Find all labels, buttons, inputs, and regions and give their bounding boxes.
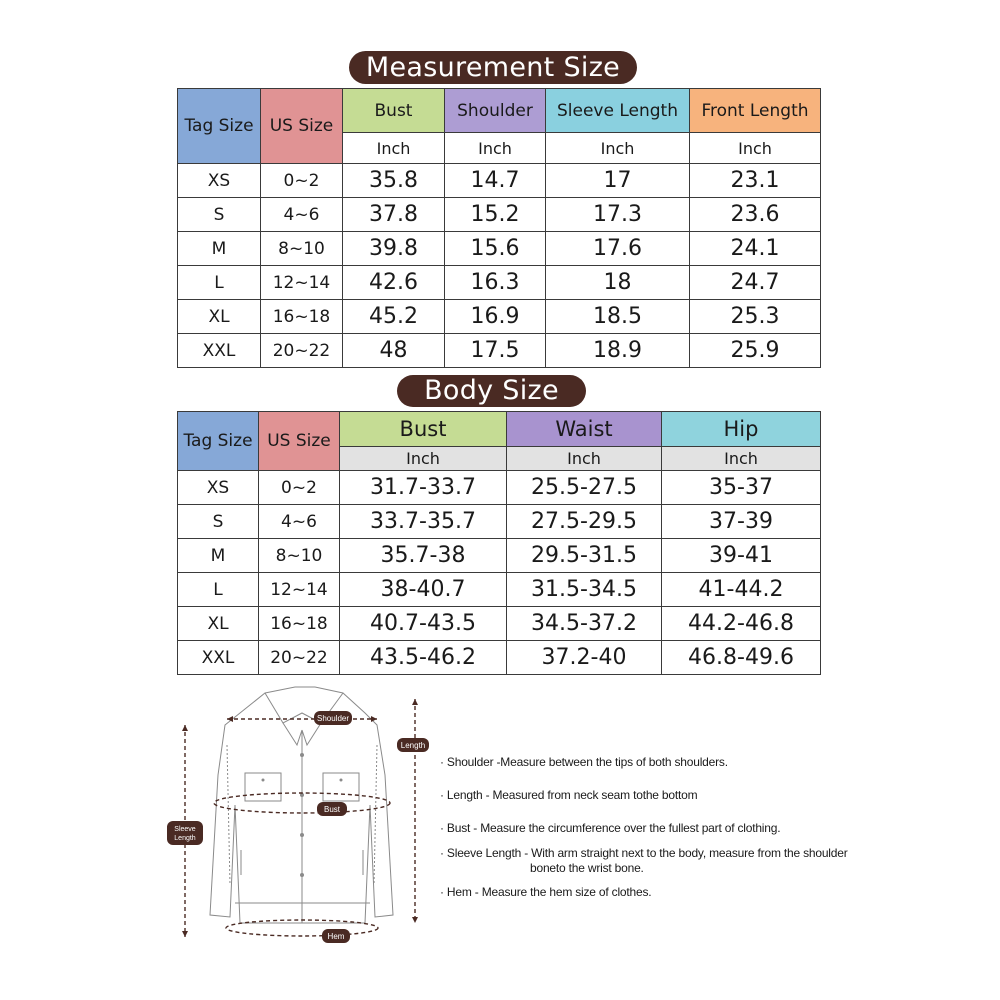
note-shoulder: · Shoulder -Measure between the tips of both shoulders. [440, 755, 728, 769]
cell-tag: XXL [178, 334, 261, 368]
cell-us: 4~6 [261, 198, 343, 232]
cell-bust: 42.6 [343, 266, 445, 300]
cell-hip: 44.2-46.8 [662, 607, 821, 641]
cell-tag: M [178, 232, 261, 266]
cell-tag: S [178, 505, 259, 539]
cell-bust: 39.8 [343, 232, 445, 266]
cell-us: 16~18 [259, 607, 340, 641]
cell-hip: 37-39 [662, 505, 821, 539]
cell-us: 16~18 [261, 300, 343, 334]
cell-front: 24.7 [690, 266, 821, 300]
cell-us: 20~22 [261, 334, 343, 368]
cell-us: 8~10 [261, 232, 343, 266]
bust-label: Bust [323, 805, 341, 814]
table-row [178, 539, 821, 573]
cell-shoulder: 15.2 [445, 198, 546, 232]
header-hip: Hip [662, 412, 821, 447]
cell-bust: 35.8 [343, 164, 445, 198]
table-row [178, 300, 821, 334]
cell-sleeve: 17.6 [546, 232, 690, 266]
cell-tag: S [178, 198, 261, 232]
cell-sleeve: 17 [546, 164, 690, 198]
cell-waist: 34.5-37.2 [507, 607, 662, 641]
jacket-outline [210, 687, 393, 923]
sleeve-label-line2: Length [174, 835, 196, 842]
note-sleeve-length: · Sleeve Length - With arm straight next to the body, measure from the shoulder [440, 846, 848, 860]
cell-tag: XXL [178, 641, 259, 675]
cell-bust: 35.7-38 [340, 539, 507, 573]
cell-hip: 46.8-49.6 [662, 641, 821, 675]
table-row [178, 232, 821, 266]
cell-tag: L [178, 573, 259, 607]
table-row [178, 505, 821, 539]
cell-bust: 48 [343, 334, 445, 368]
cell-tag: XL [178, 607, 259, 641]
cell-tag: XS [178, 164, 261, 198]
cell-us: 12~14 [261, 266, 343, 300]
note-bust: · Bust - Measure the circumference over the fullest part of clothing. [440, 821, 781, 835]
unit-label: Inch [546, 133, 690, 164]
header-tag-size: Tag Size [178, 89, 261, 164]
cell-bust: 37.8 [343, 198, 445, 232]
cell-us: 0~2 [259, 471, 340, 505]
cell-hip: 35-37 [662, 471, 821, 505]
table-row [178, 607, 821, 641]
cell-hip: 39-41 [662, 539, 821, 573]
cell-us: 8~10 [259, 539, 340, 573]
cell-tag: L [178, 266, 261, 300]
table-row [178, 266, 821, 300]
cell-bust: 31.7-33.7 [340, 471, 507, 505]
shoulder-label: Shoulder [316, 714, 350, 723]
body-size-table [177, 411, 821, 675]
cell-shoulder: 15.6 [445, 232, 546, 266]
cell-us: 4~6 [259, 505, 340, 539]
header-us-size: US Size [259, 412, 340, 471]
sleeve-label-line1: Sleeve [174, 826, 196, 833]
cell-tag: XS [178, 471, 259, 505]
cell-shoulder: 14.7 [445, 164, 546, 198]
cell-bust: 40.7-43.5 [340, 607, 507, 641]
cell-front: 24.1 [690, 232, 821, 266]
cell-sleeve: 18 [546, 266, 690, 300]
note-sleeve-length-cont: boneto the wrist bone. [530, 861, 644, 875]
header-front-length: Front Length [690, 89, 821, 133]
cell-sleeve: 17.3 [546, 198, 690, 232]
table-row [178, 334, 821, 368]
cell-waist: 27.5-29.5 [507, 505, 662, 539]
cell-us: 12~14 [259, 573, 340, 607]
cell-front: 23.6 [690, 198, 821, 232]
unit-label: Inch [445, 133, 546, 164]
cell-shoulder: 16.9 [445, 300, 546, 334]
cell-bust: 45.2 [343, 300, 445, 334]
note-hem: · Hem - Measure the hem size of clothes. [440, 885, 652, 899]
unit-label: Inch [340, 447, 507, 471]
cell-sleeve: 18.9 [546, 334, 690, 368]
length-label: Length [400, 741, 426, 750]
cell-bust: 33.7-35.7 [340, 505, 507, 539]
header-waist: Waist [507, 412, 662, 447]
measurement-size-table [177, 88, 821, 368]
cell-hip: 41-44.2 [662, 573, 821, 607]
cell-front: 23.1 [690, 164, 821, 198]
note-length: · Length - Measured from neck seam tothe bottom [440, 788, 698, 802]
table-row [178, 471, 821, 505]
cell-us: 20~22 [259, 641, 340, 675]
jacket-measurement-diagram [165, 685, 440, 945]
cell-front: 25.3 [690, 300, 821, 334]
table-row [178, 164, 821, 198]
header-bust: Bust [343, 89, 445, 133]
header-bust: Bust [340, 412, 507, 447]
unit-label: Inch [343, 133, 445, 164]
cell-tag: M [178, 539, 259, 573]
header-tag-size: Tag Size [178, 412, 259, 471]
cell-waist: 31.5-34.5 [507, 573, 662, 607]
diagram-labels [167, 711, 429, 943]
cell-waist: 29.5-31.5 [507, 539, 662, 573]
header-shoulder: Shoulder [445, 89, 546, 133]
cell-waist: 37.2-40 [507, 641, 662, 675]
cell-tag: XL [178, 300, 261, 334]
unit-label: Inch [507, 447, 662, 471]
cell-shoulder: 16.3 [445, 266, 546, 300]
hem-label: Hem [327, 932, 345, 941]
header-sleeve-length: Sleeve Length [546, 89, 690, 133]
cell-bust: 43.5-46.2 [340, 641, 507, 675]
cell-front: 25.9 [690, 334, 821, 368]
cell-waist: 25.5-27.5 [507, 471, 662, 505]
cell-shoulder: 17.5 [445, 334, 546, 368]
unit-label: Inch [662, 447, 821, 471]
header-us-size: US Size [261, 89, 343, 164]
cell-sleeve: 18.5 [546, 300, 690, 334]
table-row [178, 198, 821, 232]
cell-bust: 38-40.7 [340, 573, 507, 607]
cell-us: 0~2 [261, 164, 343, 198]
body-size-title: Body Size [397, 375, 586, 407]
table-row [178, 573, 821, 607]
measurement-size-title: Measurement Size [349, 51, 637, 84]
table-row [178, 641, 821, 675]
unit-label: Inch [690, 133, 821, 164]
